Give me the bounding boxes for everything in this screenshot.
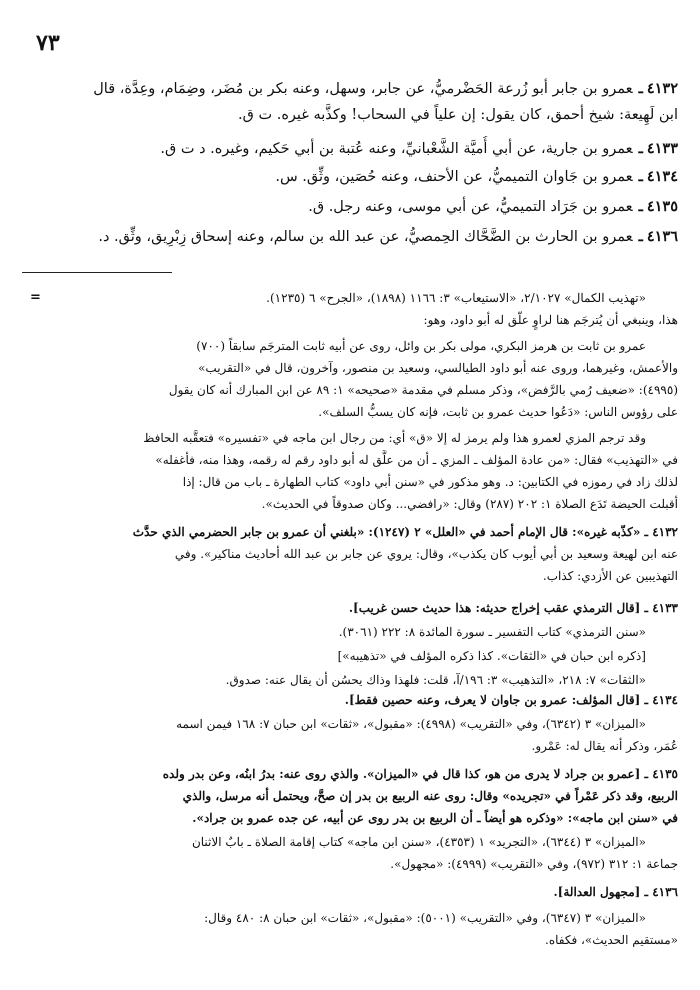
entry-number: ٤١٣٦ [646,228,678,245]
entry-4136 [23,224,678,250]
footnote-line: «الميزان» ٣ (٦٣٤٢)، وفي «التقريب» (٤٩٩٨): «مقبول»، «ثقات» ابن حبان ٧: ١٦٨ فيمن اسمه [176,717,646,731]
footnote-line: «الميزان» ٣ (٦٣٤٧)، وفي «التقريب» (٥٠٠١): «مقبول»، «ثقات» ابن حبان ٨: ٤٨٠ وقال: [204,911,646,925]
entry-text: عمرو بن جابر أبو زُرعة الحَضْرميُّ، عن جابر، وسهل، وعنه بكر بن مُضَر، وضِمَام، وعِدَّة، قال [93,81,633,97]
entry-4133 [23,136,678,162]
footnote-line: ٤١٣٦ ـ [مجهول العدالة]. [553,885,678,899]
page-number: ٧٣ [36,30,60,56]
entry-text: عمرو بن الحارث بن الضَّحَّاك الحِمصيُّ، عن عبد الله بن سالم، وعنه إسحاق زِبْرِيق، وثِّق. د. [98,229,633,245]
footnote-line: ٤١٣٤ ـ [قال المؤلف: عمرو بن جاوان لا يعرف، وعنه حصين فقط]. [344,693,678,707]
footnote-line: ٤١٣٣ ـ [قال الترمذي عقب إخراج حديثه: هذا حديث حسن غريب]. [348,601,678,615]
entry-dash: ـ [638,140,643,157]
footnote-line: الربيع، وقد ذكر عَمْراً في «تجريده» وقال: روى عنه الربيع بن بدر إن صحَّ، ويحتمل أنه مرسل، والذي [182,789,678,803]
entry-dash: ـ [638,198,643,215]
footnote-line: عنه ابن لهيعة وسعيد بن أبي أيوب كان يكذب»، وقال: يروي عن جابر بن عبد الله أحاديث مناكير». وفي [174,547,678,561]
footnote-line: «تهذيب الكمال» ٢/١٠٢٧، «الاستيعاب» ٣: ١١٦٦ (١٨٩٨)، «الجرح» ٦ (١٢٣٥). [266,291,646,305]
entry-dash: ـ [638,168,643,185]
entry-dash: ـ [638,80,643,97]
entry-number: ٤١٣٥ [646,198,678,215]
footnote-line: والأعمش، وغيرهما، وروى عنه أبو داود الطيالسي، وسعيد بن منصور، وآخرون، قال في «التقريب» [198,361,678,375]
footnote-divider [22,272,172,273]
footnote-line: ٤١٣٢ ـ «كذّبه غيره»: قال الإمام أحمد في «العلل» ٢ (١٢٤٧): «بلغني أن عمرو بن جابر الحضرمي الذي حدَّث [132,525,678,539]
footnote-line: «الثقات» ٧: ٢١٨، «التذهيب» ٣: ١٩٦/آ، قلت: فلهذا وذاك يحسُن أن يقال عنه: صدوق. [225,673,646,687]
footnote-line: عمرو بن ثابت بن هرمز البكري، مولى بكر بن وائل، روى عن أبيه ثابت المترجَم سابقاً (٧٠٠) [196,339,646,353]
entry-4135 [23,194,678,220]
entry-text: ابن لَهِيعة: شيخ أحمق، كان يقول: إن علياً في السحاب! وكذَّبه غيره. ت ق. [237,107,678,123]
entry-4132-line-2 [23,102,678,128]
footnote-line: [ذكره ابن حبان في «الثقات». كذا ذكره المؤلف في «تذهيبه»] [337,649,646,663]
continuation-mark: = [30,290,41,305]
footnote-line: (٤٩٩٥): «ضعيف رُمي بالرَّفض»، وذكر مسلم في مقدمة «صحيحه» ١: ٨٩ عن ابن المبارك أنه كان يقول [168,383,678,397]
footnote-line: لذلك زاد في رموزه في الكتابين: د. وهو مذكور في «سنن أبي داود» كتاب الطهارة ـ باب من قال: إذا [182,475,678,489]
footnote-line: أقبلت الحيضة تَدَع الصلاة ١: ٢٠٢ (٢٨٧) وقال: «رافضي... وكان صدوقاً في الحديث». [261,497,678,511]
entry-text: عمرو بن جَرَاد التميميُّ، عن أبي موسى، وعنه رجل. ق. [308,199,633,215]
footnote-line: وقد ترجم المزي لعمرو هذا ولم يرمز له إلا «ق» أي: من رجال ابن ماجه في «تفسيره» فتعقَّبه الحافظ [143,431,646,445]
footnote-line: «مستقيم الحديث»، فكفاه. [545,933,678,947]
entry-number: ٤١٣٣ [646,140,678,157]
footnote-line: هذا، وينبغي أن يُترجَم هنا لراوٍ علّق له أبو داود، وهو: [423,313,678,327]
footnote-line: في «التهذيب» فقال: «من عادة المؤلف ـ المزي ـ أن من علَّق له أبو داود رقم له رقمه، وهذا منه، فأغفله» [155,453,678,467]
footnote-line: في «سنن ابن ماجه»: «وذكره هو أيضاً ـ أن الربيع بن بدر روى عن أبيه، عن جده عمرو بن جراد». [192,811,678,825]
entry-4134 [23,164,678,190]
entry-text: عمرو بن جَاوان التميميُّ، عن الأحنف، وعنه حُصَين، وثِّق. س. [275,169,633,185]
entry-dash: ـ [638,228,643,245]
entry-number: ٤١٣٢ [646,80,678,97]
footnote-line: جماعة ١: ٣١٢ (٩٧٢)، وفي «التقريب» (٤٩٩٩): «مجهول». [390,857,678,871]
entry-number: ٤١٣٤ [646,168,678,185]
footnote-line: على رؤوس الناس: «دَعُوا حديث عمرو بن ثابت، فإنه كان يسبُّ السلف». [318,405,678,419]
footnote-line: «الميزان» ٣ (٦٣٤٤)، «التجريد» ١ (٤٣٥٣)، «سنن ابن ماجه» كتاب إقامة الصلاة ـ بابٌ الاثنان [191,835,646,849]
entry-text: عمرو بن جارية، عن أبي أُميَّة الشَّعْبانيِّ، وعنه عُتبة بن أبي حَكيم، وغيره. د ت ق. [160,141,633,157]
footnote-line: ٤١٣٥ ـ [عمرو بن جراد لا يدرى من هو، كذا قال في «الميزان». والذي روى عنه: بدرُ ابنُه، وعن بدر ولده [162,767,678,781]
footnote-line: عُمَر، وذكر أنه يقال له: عَمْرو. [531,739,678,753]
entry-4132-line-1 [23,76,678,102]
footnote-line: التهذيبين عن الأزدي: كذاب. [542,569,678,583]
footnote-line: «سنن الترمذي» كتاب التفسير ـ سورة المائدة ٨: ٢٢٢ (٣٠٦١). [338,625,646,639]
